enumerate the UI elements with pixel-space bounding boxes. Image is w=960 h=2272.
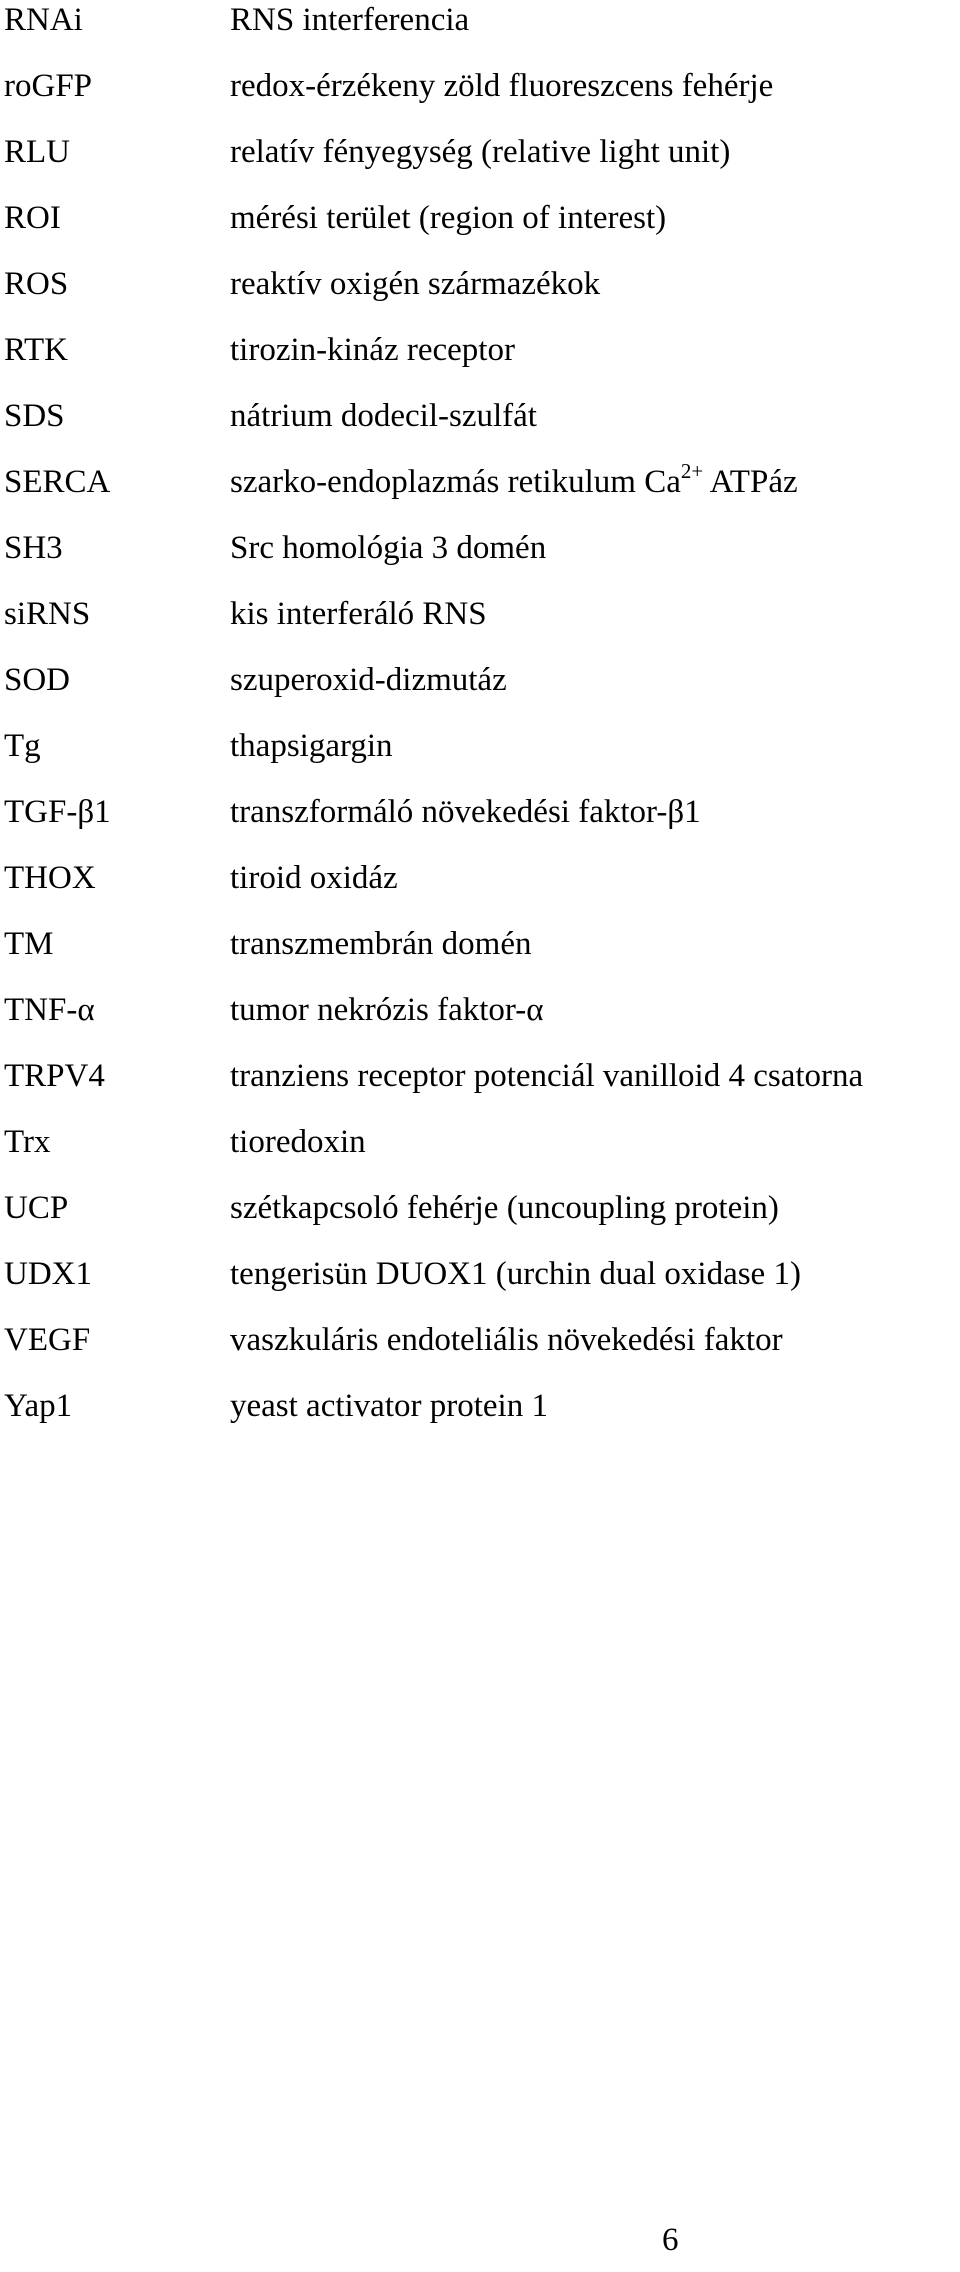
abbreviation-definition: szuperoxid-dizmutáz xyxy=(230,662,507,698)
abbreviation-definition: relatív fényegység (relative light unit) xyxy=(230,134,731,170)
abbreviation-definition: reaktív oxigén származékok xyxy=(230,266,601,302)
abbreviation-term: SERCA xyxy=(4,464,111,500)
abbreviation-term: roGFP xyxy=(4,68,93,104)
abbreviation-term: UDX1 xyxy=(4,1256,92,1292)
abbreviation-definition: tengerisün DUOX1 (urchin dual oxidase 1) xyxy=(230,1256,801,1292)
abbreviation-term: TM xyxy=(4,926,54,962)
abbreviation-row-ucp xyxy=(0,1188,960,1254)
abbreviation-row-trx xyxy=(0,1122,960,1188)
abbreviation-term: TNF-α xyxy=(4,992,95,1028)
abbreviation-definition: redox-érzékeny zöld fluoreszcens fehérje xyxy=(230,68,774,104)
definition-text-part: ATPáz xyxy=(703,464,798,500)
abbreviation-row-rtk xyxy=(0,330,960,396)
abbreviation-term: TRPV4 xyxy=(4,1058,105,1094)
abbreviation-term: UCP xyxy=(4,1190,69,1226)
abbreviation-definition: szétkapcsoló fehérje (uncoupling protein) xyxy=(230,1190,779,1226)
abbreviation-row-tm xyxy=(0,924,960,990)
abbreviation-definition: RNS interferencia xyxy=(230,2,470,38)
definition-text-part: szarko-endoplazmás retikulum Ca xyxy=(230,464,681,500)
abbreviation-term: SOD xyxy=(4,662,71,698)
abbreviation-row-yap1 xyxy=(0,1386,960,1452)
abbreviation-definition: yeast activator protein 1 xyxy=(230,1388,548,1424)
abbreviation-row-sod xyxy=(0,660,960,726)
superscript-charge: 2+ xyxy=(680,459,704,483)
abbreviation-term: ROI xyxy=(4,200,61,236)
abbreviation-row-rogfp xyxy=(0,66,960,132)
abbreviation-row-trpv4 xyxy=(0,1056,960,1122)
abbreviation-row-tgf-beta1 xyxy=(0,792,960,858)
abbreviation-definition: nátrium dodecil-szulfát xyxy=(230,398,537,434)
abbreviation-row-sh3 xyxy=(0,528,960,594)
abbreviation-definition: tioredoxin xyxy=(230,1124,366,1160)
abbreviation-term: ROS xyxy=(4,266,69,302)
abbreviation-term: SDS xyxy=(4,398,65,434)
abbreviation-term: Yap1 xyxy=(4,1388,73,1424)
abbreviation-row-ros xyxy=(0,264,960,330)
abbreviation-row-udx1 xyxy=(0,1254,960,1320)
abbreviation-definition: transzmembrán domén xyxy=(230,926,532,962)
abbreviation-definition: kis interferáló RNS xyxy=(230,596,487,632)
abbreviation-row-rnai xyxy=(0,0,960,66)
abbreviation-term: Tg xyxy=(4,728,41,764)
abbreviation-term: RNAi xyxy=(4,2,83,38)
abbreviation-definition xyxy=(230,459,798,505)
abbreviation-row-tg xyxy=(0,726,960,792)
abbreviation-definition: tumor nekrózis faktor-α xyxy=(230,992,544,1028)
abbreviation-row-sirns xyxy=(0,594,960,660)
abbreviation-row-tnf-alpha xyxy=(0,990,960,1056)
abbreviation-term: RTK xyxy=(4,332,69,368)
abbreviation-definition: mérési terület (region of interest) xyxy=(230,200,667,236)
abbreviation-term: TGF-β1 xyxy=(4,794,111,830)
abbreviation-definition: Src homológia 3 domén xyxy=(230,530,547,566)
abbreviation-term: SH3 xyxy=(4,530,63,566)
abbreviation-definition: tranziens receptor potenciál vanilloid 4 csatorna xyxy=(230,1058,864,1094)
abbreviation-definition: transzformáló növekedési faktor-β1 xyxy=(230,794,701,830)
abbreviation-definition: thapsigargin xyxy=(230,728,393,764)
abbreviation-term: siRNS xyxy=(4,596,91,632)
abbreviation-term: VEGF xyxy=(4,1322,91,1358)
abbreviation-row-rlu xyxy=(0,132,960,198)
abbreviation-term: THOX xyxy=(4,860,96,896)
abbreviation-definition: tiroid oxidáz xyxy=(230,860,398,896)
abbreviation-row-sds xyxy=(0,396,960,462)
abbreviation-row-vegf xyxy=(0,1320,960,1386)
abbreviation-definition: tirozin-kináz receptor xyxy=(230,332,515,368)
abbreviation-row-thox xyxy=(0,858,960,924)
abbreviation-row-serca xyxy=(0,459,960,528)
abbreviation-term: Trx xyxy=(4,1124,51,1160)
abbreviation-term: RLU xyxy=(4,134,70,170)
page-number: 6 xyxy=(662,2222,679,2258)
abbreviation-row-roi xyxy=(0,198,960,264)
abbreviation-definition: vaszkuláris endoteliális növekedési faktor xyxy=(230,1322,783,1358)
